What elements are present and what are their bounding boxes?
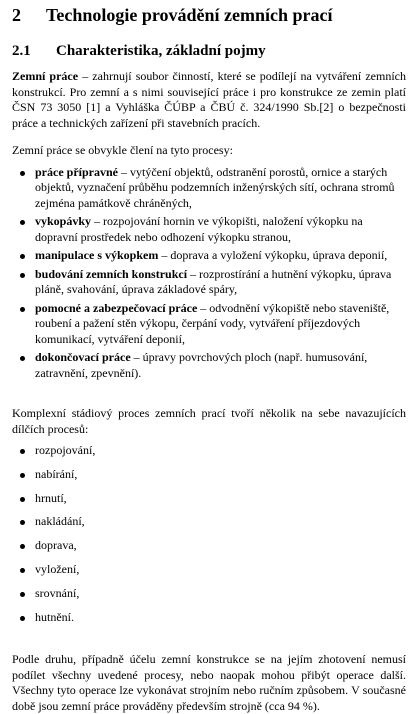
list-item: [12, 267, 406, 298]
process-term: pomocné a zabezpečovací práce: [35, 300, 198, 315]
list-item: srovnání,: [12, 586, 406, 610]
list-item: hrnutí,: [12, 491, 406, 515]
list-item: [12, 248, 406, 264]
process-text: – úpravy povrchových ploch (např. humusování, zatravnění, zpevnění).: [35, 350, 368, 380]
chapter-title: Technologie provádění zemních prací: [46, 5, 333, 25]
chapter-heading: [12, 0, 406, 26]
process-term: dokončovací práce: [35, 350, 131, 364]
section-title: Charakteristika, základní pojmy: [56, 43, 266, 59]
process-term: budování zemních konstrukcí: [35, 266, 188, 281]
list-item: [12, 301, 406, 348]
spacer: [12, 384, 406, 406]
process-text: – rozpojování hornin ve výkopišti, naložení výkopku na dopravní prostředek nebo odhození výkopku stranou,: [35, 214, 363, 244]
steps-list: [12, 443, 406, 633]
list-item: nabírání,: [12, 467, 406, 491]
list-item: doprava,: [12, 538, 406, 562]
process-text: – rozprostírání a hutnění výkopku, úprava pláně, svahování, úprava základové spáry,: [35, 266, 392, 296]
process-text: – doprava a vyložení výkopku, úprava deponií,: [158, 248, 388, 262]
process-term: práce přípravné: [35, 164, 118, 179]
processes-list: [12, 165, 406, 382]
process-term: manipulace s výkopkem: [35, 248, 159, 262]
section-number: 2.1: [12, 43, 31, 59]
list-item: rozpojování,: [12, 443, 406, 467]
complex-paragraph: Komplexní stádiový proces zemních prací tvoří několik na sebe navazujících dílčích procesů:: [12, 406, 406, 436]
list-item: hutnění.: [12, 610, 406, 634]
section-heading: [12, 42, 406, 60]
intro-text: – zahrnují soubor činností, které se podílejí na vytváření zemních konstrukcí. Pro zemní a s nimi související práce i pro konstrukce ze zemin platí ČSN 73 3050 [1] a Vyhláška ČÚBP a ČBÚ č. 324/1990 Sb.[2] o bezpečnosti práce a technických zařízení při stavebních pracích.: [12, 69, 406, 130]
list-item: [12, 214, 406, 245]
list-item: [12, 350, 406, 381]
process-text: – odvodnění výkopiště nebo staveniště, roubení a pažení stěn výkopu, čerpání vody, vytváření příjezdových komunikací, vytváření deponií,: [35, 300, 390, 346]
closing-paragraph: Podle druhu, případně účelu zemní konstrukce se na jejím zhotovení nemusí podílet všechny uvedené procesy, nebo naopak mohou přibýt operace další. Všechny tyto operace lze vykonávat strojním nebo ručním způsobem. V současné době jsou zemní práce prováděny především strojně (cca 94 %).: [12, 652, 406, 713]
processes-lead: Zemní práce se obvykle člení na tyto procesy:: [12, 143, 233, 157]
process-term: vykopávky: [35, 214, 92, 228]
list-item: nakládání,: [12, 514, 406, 538]
list-item: [12, 165, 406, 212]
chapter-number: 2: [12, 5, 21, 25]
process-text: – vytýčení objektů, odstranění porostů, ornice a starých objektů, vyznačení průběhu podzemních inženýrských sítí, ochrana stromů zejména památkově chráněných,: [35, 164, 395, 210]
spacer: [12, 633, 406, 652]
intro-term: Zemní práce: [12, 69, 79, 83]
intro-paragraph: [12, 69, 406, 131]
list-item: vyložení,: [12, 562, 406, 586]
